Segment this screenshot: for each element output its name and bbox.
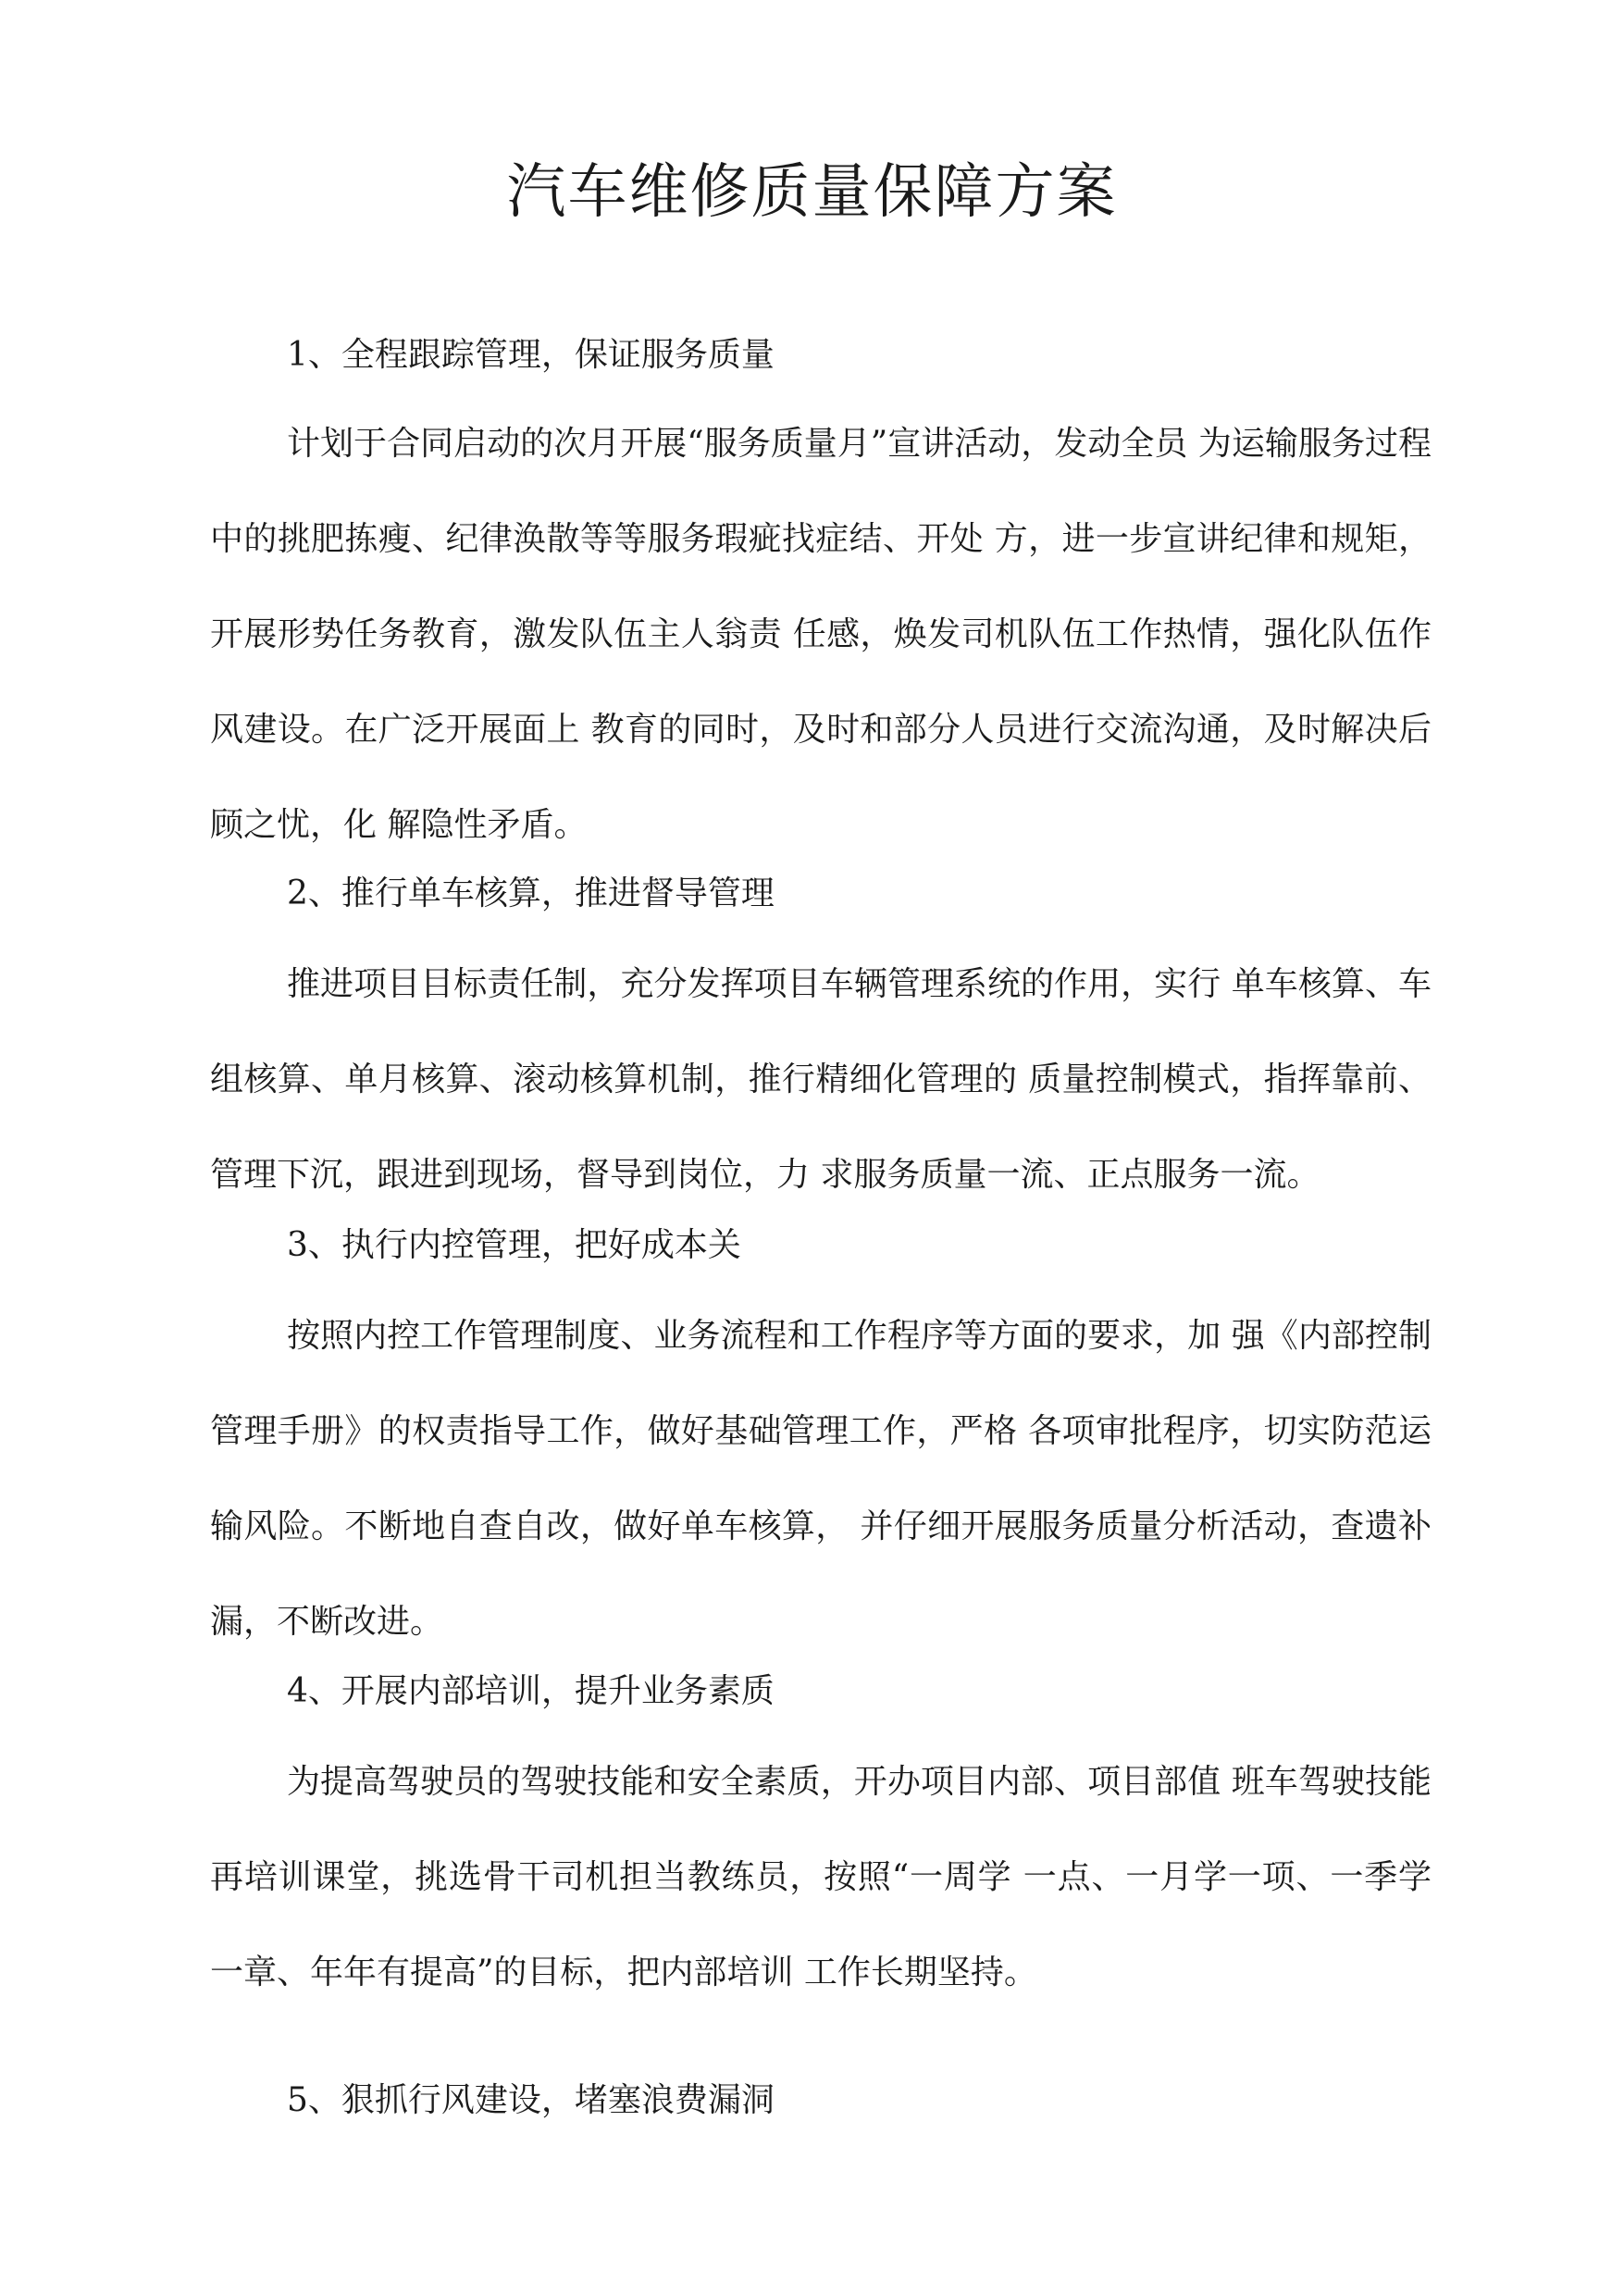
- section-heading-4: 4、开展内部培训，提升业务素质: [287, 1672, 775, 1710]
- document-title: 汽车维修质量保障方案: [506, 158, 1118, 227]
- section-heading-3: 3、执行内控管理，把好成本关: [287, 1226, 741, 1264]
- section-body-3: 按照内控工作管理制度、业务流程和工作程序等方面的要求，加 强《内部控制管理手册》的权责指导工作，做好基础管理工作，严格 各项审批程序，切实防范运输风险。不断地自查自改，做好单车核算， 并仔细开展服务质量分析活动，查遗补漏，不断改进。: [210, 1317, 1432, 1641]
- section-heading-5: 5、狠抓行风建设，堵塞浪费漏洞: [287, 2081, 775, 2119]
- section-body-4: 为提高驾驶员的驾驶技能和安全素质，开办项目内部、项目部值 班车驾驶技能再培训课堂，挑选骨干司机担当教练员，按照“一周学 一点、一月学一项、一季学一章、年年有提高”的目标，把内部培训 工作长期坚持。: [210, 1763, 1432, 1991]
- section-body-2: 推进项目目标责任制，充分发挥项目车辆管理系统的作用，实行 单车核算、车组核算、单月核算、滚动核算机制，推行精细化管理的 质量控制模式，指挥靠前、管理下沉，跟进到现场，督导到岗位，力 求服务质量一流、正点服务一流。: [210, 965, 1432, 1194]
- section-heading-1: 1、全程跟踪管理，保证服务质量: [287, 336, 775, 374]
- section-heading-2: 2、推行单车核算，推进督导管理: [287, 875, 775, 912]
- section-body-1: 计划于合同启动的次月开展“服务质量月”宣讲活动，发动全员 为运输服务过程中的挑肥拣瘦、纪律涣散等等服务瑕疵找症结、开处 方，进一步宣讲纪律和规矩，开展形势任务教育，激发队伍主人翁责 任感，焕发司机队伍工作热情，强化队伍作风建设。在广泛开展面上 教育的同时，及时和部分人员进行交流沟通，及时解决后顾之忧，化 解隐性矛盾。: [210, 425, 1432, 844]
